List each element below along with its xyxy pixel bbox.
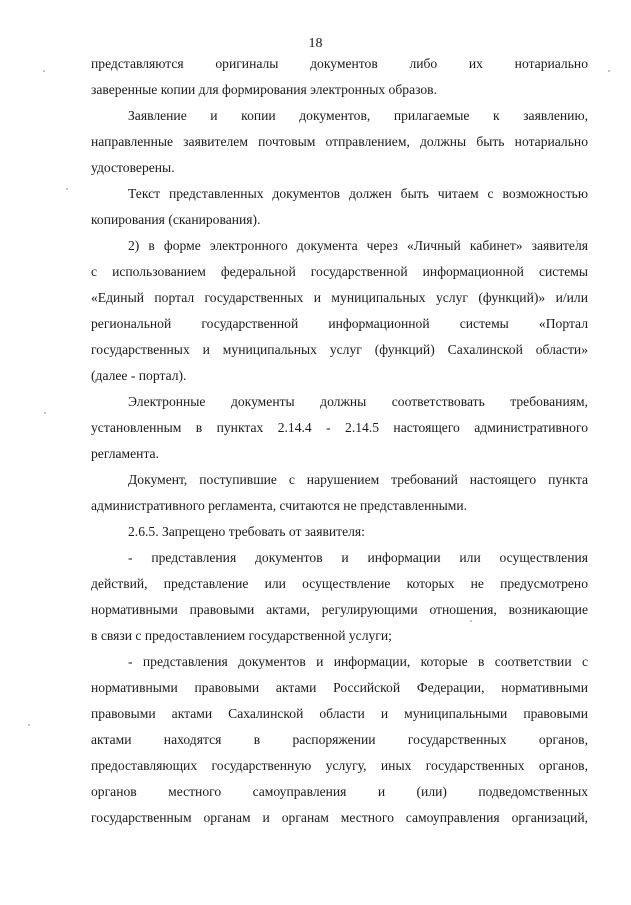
text-line: 2.6.5. Запрещено требовать от заявителя: [128, 524, 365, 539]
text-line: направленные заявителем почтовым отправлением, должны быть нотариально [91, 134, 588, 149]
text-line: - представления документов и информации или осуществления [128, 550, 588, 565]
text-line: регламента. [91, 446, 159, 461]
text-line: административного регламента, считаются не представленными. [91, 498, 468, 513]
text-line: правовыми актами Сахалинской области и муниципальными правовыми [91, 706, 588, 721]
text-line: Текст представленных документов должен быть читаем с возможностью [128, 186, 588, 201]
text-line: копирования (сканирования). [91, 212, 261, 227]
text-line: «Единый портал государственных и муниципальных услуг (функций)» и/или [91, 290, 588, 305]
text-line: (далее - портал). [91, 368, 187, 383]
text-line: нормативными правовыми актами Российской Федерации, нормативными [91, 680, 588, 695]
scan-speck [44, 412, 46, 414]
scan-speck [43, 70, 45, 72]
text-line: действий, представление или осуществление которых не предусмотрено [91, 576, 588, 591]
text-line: удостоверены. [91, 160, 175, 175]
text-line: актами находятся в распоряжении государственных органов, [91, 732, 588, 747]
scan-speck [28, 724, 30, 726]
text-line: с использованием федеральной государственной информационной системы [91, 264, 588, 279]
text-line: региональной государственной информационной системы «Портал [91, 316, 588, 331]
text-line: предоставляющих государственную услугу, иных государственных органов, [91, 758, 588, 773]
scan-speck [66, 188, 68, 190]
text-line: Заявление и копии документов, прилагаемые к заявлению, [128, 108, 588, 123]
scan-speck [576, 240, 578, 242]
text-line: заверенные копии для формирования электронных образов. [91, 82, 438, 97]
page-number: 18 [308, 36, 323, 51]
text-line: - представления документов и информации, которые в соответствии с [128, 654, 588, 669]
text-line: 2) в форме электронного документа через «Личный кабинет» заявителя [128, 238, 588, 253]
text-line: в связи с предоставлением государственной услуги; [91, 628, 392, 643]
text-line: Электронные документы должны соответствовать требованиям, [128, 394, 588, 409]
text-line: нормативными правовыми актами, регулирующими отношения, возникающие [91, 602, 588, 617]
text-line: государственных и муниципальных услуг (функций) Сахалинской области» [91, 342, 588, 357]
text-line: Документ, поступившие с нарушением требований настоящего пункта [128, 472, 588, 487]
text-line: органов местного самоуправления и (или) подведомственных [91, 784, 588, 799]
scan-speck [608, 70, 610, 72]
text-line: государственным органам и органам местного самоуправления организаций, [91, 810, 588, 825]
scan-speck [470, 620, 472, 622]
text-line: установленным в пунктах 2.14.4 - 2.14.5 настоящего административного [91, 420, 588, 435]
text-line: представляются оригиналы документов либо их нотариально [91, 56, 588, 71]
